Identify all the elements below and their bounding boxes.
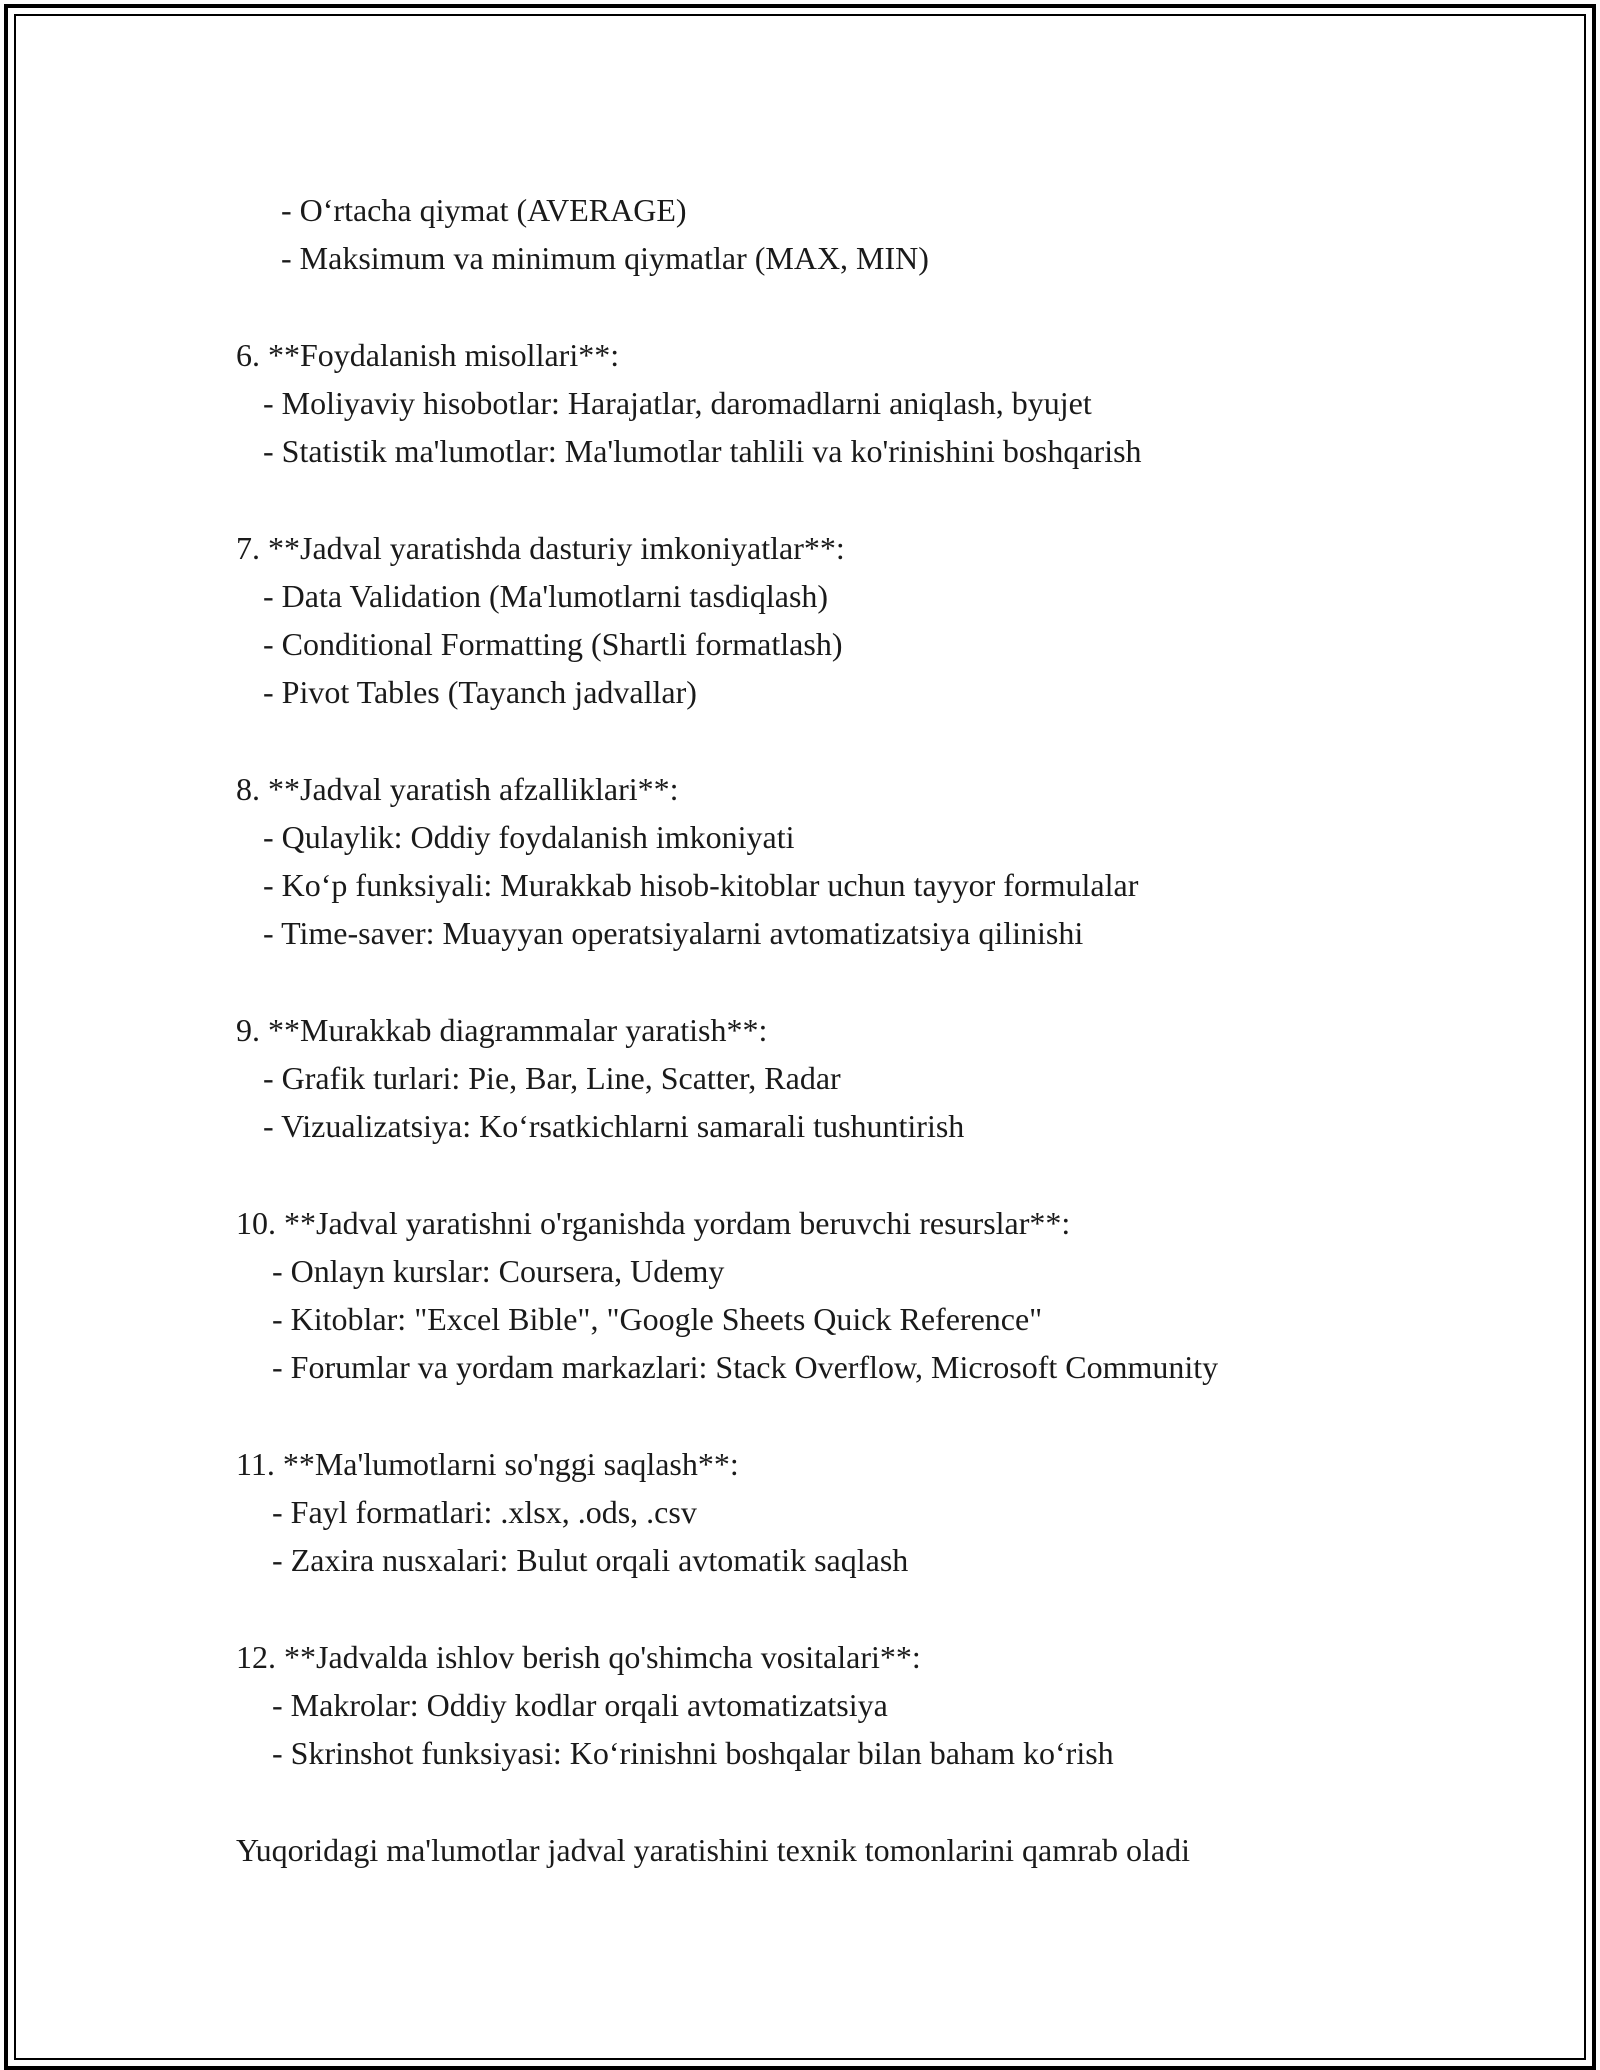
section-heading: 8. **Jadval yaratish afzalliklari**:: [236, 771, 679, 807]
closing-paragraph: Yuqoridagi ma'lumotlar jadval yaratishini texnik tomonlarini qamrab oladi: [236, 1832, 1190, 1868]
section-heading: 9. **Murakkab diagrammalar yaratish**:: [236, 1012, 768, 1048]
section-heading: 11. **Ma'lumotlarni so'nggi saqlash**:: [236, 1446, 739, 1482]
list-item: - Zaxira nusxalari: Bulut orqali avtomatik saqlash: [272, 1542, 909, 1578]
list-item: - Kitoblar: "Excel Bible", "Google Sheets Quick Reference": [272, 1301, 1043, 1337]
list-item: - Time-saver: Muayyan operatsiyalarni avtomatizatsiya qilinishi: [263, 915, 1084, 951]
list-item: - Moliyaviy hisobotlar: Harajatlar, daromadlarni aniqlash, byujet: [263, 385, 1092, 421]
list-item: - Maksimum va minimum qiymatlar (MAX, MIN): [281, 240, 929, 276]
list-item: - Grafik turlari: Pie, Bar, Line, Scatter, Radar: [263, 1060, 841, 1096]
list-item: - Pivot Tables (Tayanch jadvallar): [263, 674, 697, 710]
list-item: - Qulaylik: Oddiy foydalanish imkoniyati: [263, 819, 795, 855]
list-item: - Onlayn kurslar: Coursera, Udemy: [272, 1253, 725, 1289]
list-item: - Vizualizatsiya: Ko‘rsatkichlarni samarali tushuntirish: [263, 1108, 965, 1144]
list-item: - Makrolar: Oddiy kodlar orqali avtomatizatsiya: [272, 1687, 888, 1723]
list-item: - Statistik ma'lumotlar: Ma'lumotlar tahlili va ko'rinishini boshqarish: [263, 433, 1142, 469]
list-item: - Skrinshot funksiyasi: Ko‘rinishni boshqalar bilan baham ko‘rish: [272, 1735, 1114, 1771]
list-item: - Forumlar va yordam markazlari: Stack Overflow, Microsoft Community: [272, 1349, 1219, 1385]
list-item: - Data Validation (Ma'lumotlarni tasdiqlash): [263, 578, 829, 614]
list-item: - Conditional Formatting (Shartli formatlash): [263, 626, 843, 662]
list-item: - Fayl formatlari: .xlsx, .ods, .csv: [272, 1494, 697, 1530]
section-heading: 7. **Jadval yaratishda dasturiy imkoniyatlar**:: [236, 530, 845, 566]
section-heading: 6. **Foydalanish misollari**:: [236, 337, 620, 373]
section-heading: 12. **Jadvalda ishlov berish qo'shimcha vositalari**:: [236, 1639, 921, 1675]
list-item: - Ko‘p funksiyali: Murakkab hisob-kitoblar uchun tayyor formulalar: [263, 867, 1139, 903]
section-heading: 10. **Jadval yaratishni o'rganishda yordam beruvchi resurslar**:: [236, 1205, 1071, 1241]
list-item: - O‘rtacha qiymat (AVERAGE): [281, 192, 687, 228]
